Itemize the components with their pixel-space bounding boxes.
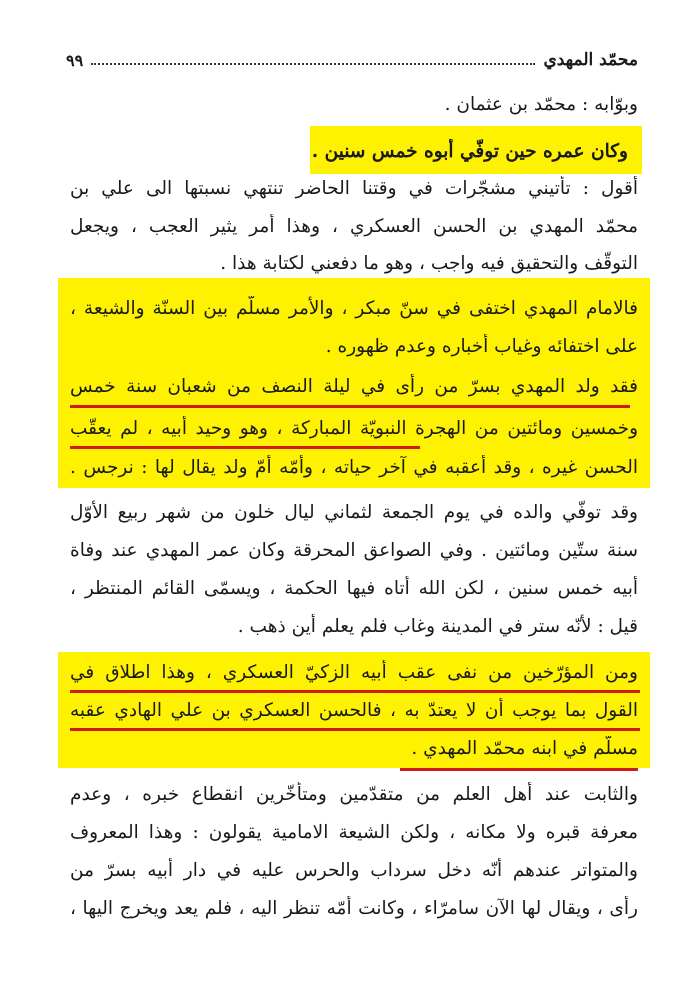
text-line: قيل : لأنّه ستر في المدينة وغاب فلم يعلم أين ذهب . [237, 616, 638, 637]
underline-4 [70, 728, 640, 731]
text-line: ومن المؤرّخين من نفى عقب أبيه الزكيّ العسكري ، وهذا اطلاق في [70, 662, 638, 683]
text-line: وخمسين ومائتين من الهجرة النبويّة المباركة ، وهو وحيد أبيه ، لم يعقّب [70, 418, 638, 439]
text-line: فقد ولد المهدي بسرّ من رأى في ليلة النصف من شعبان سنة خمس [70, 376, 638, 397]
text-line: الحسن غيره ، وقد أعقبه في آخر حياته ، وأمّه أمّ ولد يقال لها : نرجس . [70, 457, 638, 478]
header-leader-dots [91, 63, 535, 65]
text-line: محمّد المهدي بن الحسن العسكري ، وهذا أمر يثير العجب ، ويجعل [70, 216, 638, 237]
header-title: محمّد المهدي [543, 50, 638, 70]
text-line: معرفة قبره ولا مكانه ، ولكن الشيعة الامامية يقولون : وهذا المعروف [70, 822, 638, 843]
text-line: والمتواتر عندهم أنّه دخل سرداب والحرس عليه في دار أبيه بسرّ من [70, 860, 638, 881]
text-line: القول بما يوجب أن لا يعتدّ به ، فالحسن العسكري بن علي الهادي عقبه [70, 700, 638, 721]
text-line: التوقّف والتحقيق فيه واجب ، وهو ما دفعني لكتابة هذا . [220, 253, 638, 274]
underline-2 [70, 446, 420, 449]
underline-3 [70, 690, 640, 693]
text-line: فالامام المهدي اختفى في سنّ مبكر ، والأمر مسلّم بين السنّة والشيعة ، [70, 298, 638, 319]
text-line: وبوّابه : محمّد بن عثمان . [444, 94, 638, 115]
text-line: سنة ستّين ومائتين . وفي الصواعق المحرقة وكان عمر المهدي عند وفاة [70, 540, 638, 561]
text-line: على اختفائه وغياب أخباره وعدم ظهوره . [325, 336, 638, 357]
text-line: أقول : تأتيني مشجّرات في وقتنا الحاضر تنتهي نسبتها الى علي بن [70, 178, 638, 199]
running-header [66, 44, 638, 70]
text-line: رأى ، ويقال لها الآن سامرّاء ، وكانت أمّه تنظر اليه ، فلم يعد ويخرج اليها ، [70, 898, 638, 919]
text-line: مسلّم في ابنه محمّد المهدي . [411, 738, 638, 759]
text-line: والثابت عند أهل العلم من متقدّمين ومتأخّرين انقطاع خبره ، وعدم [70, 784, 638, 805]
underline-1 [70, 405, 630, 408]
text-line: وقد توفّي والده في يوم الجمعة لثماني ليال خلون من شهر ربيع الأوّل [70, 502, 638, 523]
page-number: ٩٩ [66, 51, 84, 70]
text-line: وكان عمره حين توفّي أبوه خمس سنين . [311, 141, 628, 162]
underline-5 [400, 768, 638, 771]
text-line: أبيه خمس سنين ، لكن الله أتاه فيها الحكمة ، ويسمّى القائم المنتظر ، [70, 578, 638, 599]
